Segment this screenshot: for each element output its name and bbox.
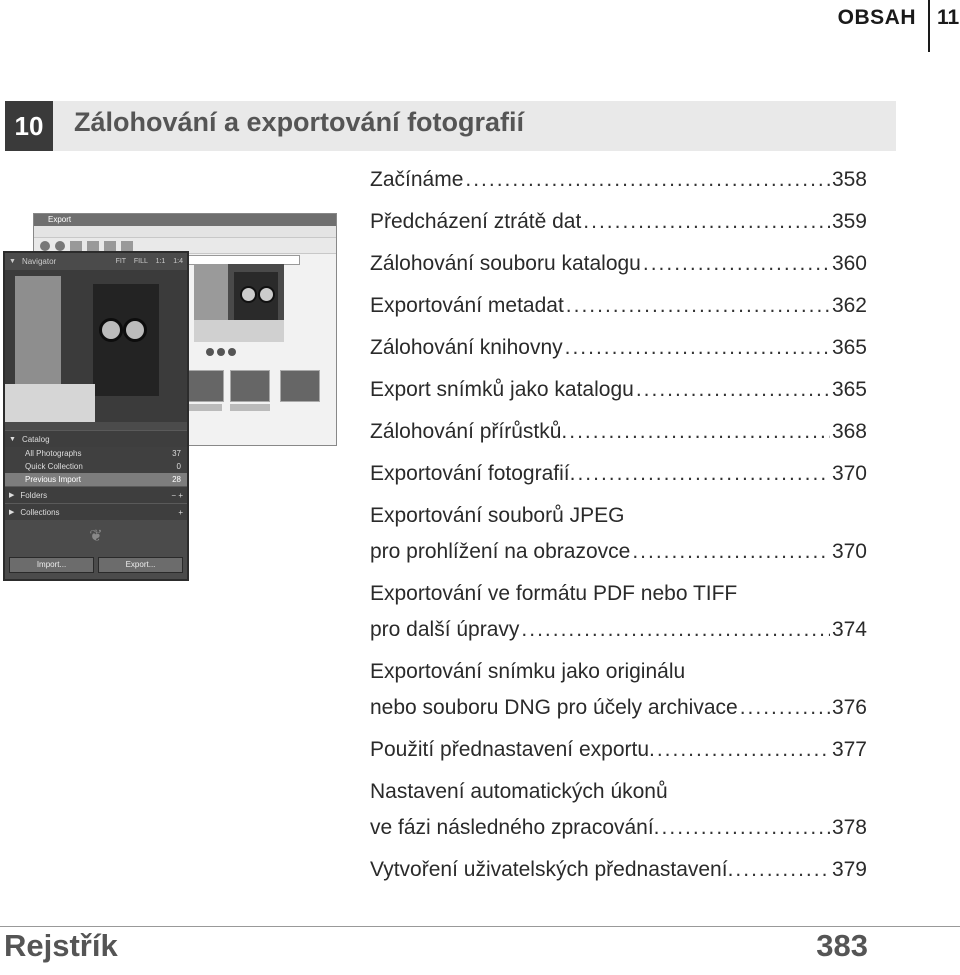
toc-entry-line <box>370 330 867 366</box>
toc-entry[interactable] <box>370 246 867 282</box>
catalog-item: Quick Collection 0 <box>5 460 187 473</box>
toc-entry-line <box>370 690 867 726</box>
toc-entry-title: Exportování ve formátu PDF nebo TIFF <box>370 582 738 605</box>
toc-entry-title: Export snímků jako katalogu <box>370 378 634 401</box>
toc-entry-line <box>370 576 867 612</box>
back-icon <box>40 241 50 251</box>
toc-leader-dots <box>636 372 830 408</box>
toc-entry[interactable] <box>370 498 867 570</box>
panel-buttons <box>9 557 183 573</box>
toc-page-number: 368 <box>831 420 867 443</box>
table-of-contents <box>370 162 867 894</box>
toc-leader-dots <box>735 852 830 888</box>
toc-leader-dots <box>657 732 830 768</box>
navigator-label: Navigator <box>21 257 57 266</box>
ornament-icon: ❦ <box>89 528 103 545</box>
toc-entry[interactable] <box>370 330 867 366</box>
running-header-page-number: 11 <box>937 6 960 29</box>
catalog-label: Catalog <box>21 434 50 444</box>
toc-entry[interactable] <box>370 456 867 492</box>
export-window-menu <box>34 226 336 238</box>
collections-header: ▶ Collections + <box>5 503 187 520</box>
toc-leader-dots <box>565 330 830 366</box>
toc-entry-title: Zálohování knihovny <box>370 336 563 359</box>
toc-page-number: 365 <box>831 378 867 401</box>
lightroom-panel-screenshot <box>3 251 189 581</box>
collections-label: Collections <box>20 507 60 517</box>
export-window-title: Export <box>34 214 336 226</box>
toc-entry[interactable] <box>370 576 867 648</box>
photo-preview <box>194 264 284 342</box>
thumbnail <box>184 370 224 402</box>
export-button: Export... <box>98 557 183 573</box>
toc-entry-line <box>370 414 867 450</box>
toc-entry-line <box>370 654 867 690</box>
toc-entry-title: Nastavení automatických úkonů <box>370 780 668 803</box>
expand-triangle-icon: ▶ <box>9 492 15 499</box>
toc-page-number: 370 <box>831 462 867 485</box>
folders-label: Folders <box>20 490 48 500</box>
toc-entry-title: Exportování souborů JPEG <box>370 504 625 527</box>
toc-leader-dots <box>566 288 830 324</box>
toc-entry-title: ve fázi následného zpracování. <box>370 816 660 839</box>
toc-page-number: 370 <box>831 540 867 563</box>
toc-page-number: 376 <box>831 696 867 719</box>
toc-page-number: 379 <box>831 858 867 881</box>
toc-entry-title: Vytvoření uživatelských přednastavení. <box>370 858 734 881</box>
toc-leader-dots <box>521 612 830 648</box>
toc-page-number: 358 <box>831 168 867 191</box>
toc-entry-title: Exportování fotografií. <box>370 462 576 485</box>
toc-leader-dots <box>465 162 830 198</box>
toc-page-number: 377 <box>831 738 867 761</box>
toc-entry-title: Exportování metadat <box>370 294 564 317</box>
navigator-header <box>5 253 187 270</box>
collapse-triangle-icon: ▼ <box>9 435 16 443</box>
toc-entry-line <box>370 774 867 810</box>
toc-entry-title: Použití přednastavení exportu. <box>370 738 655 761</box>
toc-leader-dots <box>583 204 830 240</box>
toc-leader-dots <box>643 246 830 282</box>
toc-entry[interactable] <box>370 288 867 324</box>
toc-entry-line <box>370 612 867 648</box>
toc-entry[interactable] <box>370 414 867 450</box>
toc-entry-line <box>370 732 867 768</box>
toc-entry-title: Začínáme <box>370 168 464 191</box>
toc-entry-title: Zálohování souboru katalogu <box>370 252 641 275</box>
toc-entry[interactable] <box>370 732 867 768</box>
search-icon <box>87 241 99 251</box>
toc-entry[interactable] <box>370 654 867 726</box>
toc-entry-line <box>370 534 867 570</box>
toc-leader-dots <box>569 414 830 450</box>
toc-entry[interactable] <box>370 372 867 408</box>
expand-triangle-icon: ▶ <box>9 509 15 516</box>
chapter-title: Zálohování a exportování fotografií <box>74 107 525 137</box>
running-header-label: OBSAH <box>837 6 916 29</box>
forward-icon <box>55 241 65 251</box>
chapter-illustration <box>3 213 335 578</box>
toc-entry-title: pro další úpravy <box>370 618 520 641</box>
toc-page-number: 374 <box>831 618 867 641</box>
toc-leader-dots <box>632 534 830 570</box>
catalog-item-selected: Previous Import 28 <box>5 473 187 486</box>
header-divider <box>928 0 930 52</box>
import-button: Import... <box>9 557 94 573</box>
toc-entry-line <box>370 852 867 888</box>
toc-entry-line <box>370 810 867 846</box>
folders-icon <box>104 241 116 251</box>
thumbnail <box>230 370 270 402</box>
navigator-preview <box>5 270 187 422</box>
toc-leader-dots <box>740 690 830 726</box>
toc-page-number: 359 <box>831 210 867 233</box>
views-icon <box>121 241 133 251</box>
toc-entry[interactable] <box>370 774 867 846</box>
toc-entry-line <box>370 498 867 534</box>
thumbnail <box>280 370 320 402</box>
toc-page-number: 365 <box>831 336 867 359</box>
chapter-number: 10 <box>5 101 53 151</box>
toc-page-number: 378 <box>831 816 867 839</box>
toc-entry[interactable] <box>370 162 867 198</box>
toc-entry-title: Předcházení ztrátě dat <box>370 210 582 233</box>
toc-leader-dots <box>577 456 830 492</box>
toc-entry-line <box>370 456 867 492</box>
navigator-zoom: FIT FILL 1:1 1:4 <box>115 258 183 265</box>
toc-entry[interactable] <box>370 204 867 240</box>
toc-page-number: 362 <box>831 294 867 317</box>
catalog-item: All Photographs 37 <box>5 447 187 460</box>
toc-entry-title: Exportování snímku jako originálu <box>370 660 686 683</box>
folders-header: ▶ Folders − + <box>5 486 187 503</box>
preview-controls <box>206 348 239 356</box>
index-title: Rejstřík <box>4 928 118 963</box>
thumbnail-caption <box>230 404 270 411</box>
index-page-number: 383 <box>816 928 868 963</box>
toc-entry-line <box>370 288 867 324</box>
toc-entry-line <box>370 246 867 282</box>
toc-entry-title: pro prohlížení na obrazovce <box>370 540 631 563</box>
toc-page-number: 360 <box>831 252 867 275</box>
toc-entry-line <box>370 204 867 240</box>
collapse-triangle-icon: ▼ <box>9 258 16 265</box>
toc-entry-title: Zálohování přírůstků. <box>370 420 568 443</box>
toc-entry[interactable] <box>370 852 867 888</box>
toc-entry-line <box>370 372 867 408</box>
folder-up-icon <box>70 241 82 251</box>
toc-entry-title: nebo souboru DNG pro účely archivace <box>370 696 738 719</box>
toc-entry-line <box>370 162 867 198</box>
catalog-header <box>5 430 187 447</box>
toc-leader-dots <box>662 810 830 846</box>
footer-divider <box>0 926 960 927</box>
